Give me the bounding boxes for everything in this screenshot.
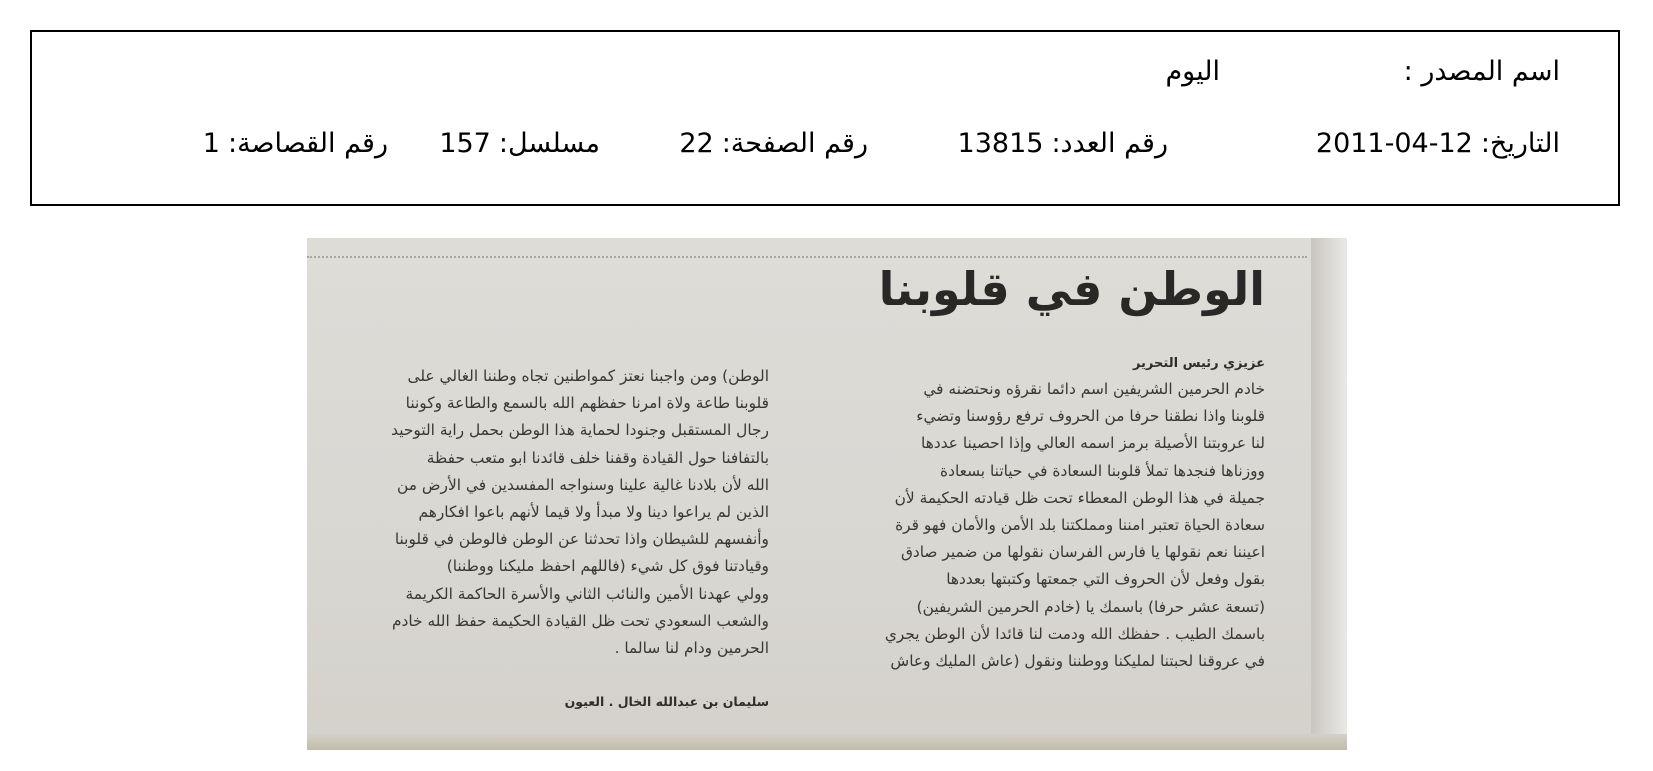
clip-number-value: 1: [202, 128, 220, 159]
source-label: اسم المصدر :: [1403, 56, 1560, 87]
article-kicker: عزيزي رئيس التحرير: [1132, 356, 1265, 371]
article-line: الله لأن بلادنا غالية علينا وسنواجه المفسدين في الأرض من: [397, 475, 769, 494]
date-value: 2011-04-12: [1315, 128, 1473, 159]
newspaper-clipping: [307, 238, 1347, 750]
page-field: [679, 128, 868, 159]
serial-value: 157: [439, 128, 491, 159]
source-value: اليوم: [1165, 56, 1220, 87]
date-label: التاريخ:: [1480, 128, 1560, 159]
article-column-left: [323, 363, 769, 662]
article-line: بقول وفعل لأن الحروف التي جمعتها وكتبتها بعددها: [946, 570, 1265, 589]
article-line: وقيادتنا فوق كل شيء (فاللهم احفظ مليكنا ووطننا): [446, 557, 769, 576]
article-signature: سليمان بن عبدالله الخال . العيون: [564, 694, 769, 709]
serial-label: مسلسل:: [498, 128, 600, 159]
clip-number-field: [203, 128, 388, 159]
article-line: لنا عروبتنا الأصيلة برمز اسمه العالي وإذا احصينا عددها: [921, 434, 1265, 453]
article-line: وولي عهدنا الأمين والنائب الثاني والأسرة الحاكمة الكريمة: [405, 584, 769, 603]
article-line: ووزناها فنجدها تملأ قلوبنا السعادة في حياتنا بسعادة: [940, 461, 1265, 480]
page-bottom-edge: [307, 734, 1347, 750]
article-line: الوطن) ومن واجبنا نعتز كمواطنين تجاه وطننا الغالي على: [407, 367, 769, 385]
date-field: [1316, 128, 1560, 159]
clipping-metadata-box: [30, 30, 1620, 206]
page-value: 22: [679, 128, 714, 159]
article-headline: الوطن في قلوبنا: [878, 262, 1265, 316]
article-line: سعادة الحياة تعتبر امننا ومملكتنا بلد الأمن والأمان فهو قرة: [895, 516, 1265, 535]
dotted-top-border: [307, 256, 1307, 258]
issue-field: [958, 128, 1168, 159]
article-line: الذين لم يراعوا دينا ولا مبدأ ولا قيما لأنهم باعوا افكارهم: [418, 503, 769, 522]
article-column-right: [809, 376, 1265, 675]
article-line: رجال المستقبل وجنودا لحماية هذا الوطن بحمل راية التوحيد: [391, 421, 769, 440]
issue-value: 13815: [957, 128, 1044, 159]
article-line: (تسعة عشر حرفا) باسمك يا (خادم الحرمين الشريفين): [916, 597, 1265, 616]
page-edge-shadow: [1311, 238, 1347, 750]
article-line: باسمك الطيب . حفظك الله ودمت لنا قائدا لأن الوطن يجري: [884, 624, 1265, 643]
article-line: في عروقنا لحبتنا لمليكنا ووطننا ونقول (عاش المليك وعاش: [890, 652, 1265, 671]
article-line: خادم الحرمين الشريفين اسم دائما نقرؤه ونحتضنه في: [923, 380, 1265, 398]
article-line: الحرمين ودام لنا سالما .: [614, 639, 769, 658]
article-line: جميلة في هذا الوطن المعطاء تحت ظل قيادته الحكيمة لأن: [894, 488, 1265, 507]
article-line: قلوبنا طاعة ولاة امرنا حفظهم الله بالسمع والطاعة وكوننا: [405, 394, 769, 413]
page-label: رقم الصفحة:: [721, 128, 868, 159]
article-line: بالتفافنا حول القيادة وقفنا خلف قائدنا ابو متعب حفظة: [426, 448, 769, 467]
article-line: اعيننا نعم نقولها يا فارس الفرسان نقولها من ضمير صادق: [900, 543, 1265, 562]
clip-number-label: رقم القصاصة:: [227, 128, 388, 159]
article-line: قلوبنا واذا نطقنا حرفا من الحروف ترفع رؤوسنا وتضيء: [916, 407, 1265, 426]
article-line: وأنفسهم للشيطان واذا تحدثنا عن الوطن فالوطن في قلوبنا: [394, 530, 769, 549]
serial-field: [439, 128, 600, 159]
article-line: والشعب السعودي تحت ظل القيادة الحكيمة حفظ الله خادم: [391, 611, 769, 630]
issue-label: رقم العدد:: [1051, 128, 1168, 159]
